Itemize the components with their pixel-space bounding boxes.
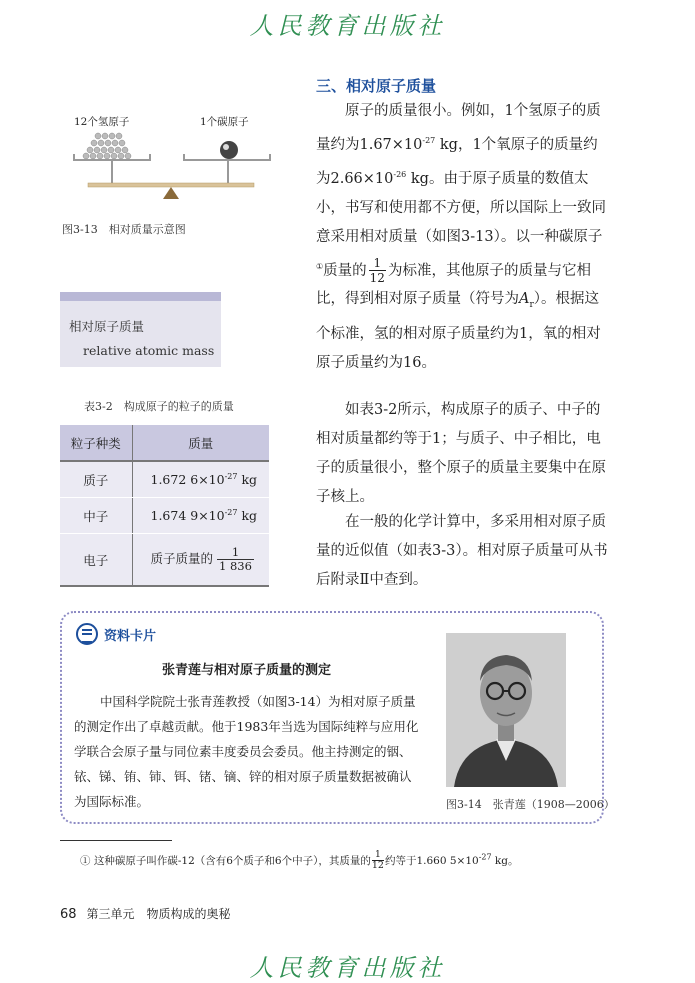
- table-header-particle: 粒子种类: [60, 425, 132, 461]
- one-twelfth-fraction: $\frac{1}{12}$: [369, 255, 385, 285]
- info-card-icon: [76, 623, 98, 645]
- paragraph-1: 原子的质量很小。例如，1个氢原子的质量约为$1.67\times 10^{-27}$ kg，1个氧原子的质量约为$2.66\times 10^{-26}$ kg。由于原子质量的数值太小，书写和使用都不方便，所以国际上一致同意采用相对质量（如图3-13）。以一种碳原子①质量的 $\frac{1}{12}$ 为标准，其他原子的质量与它相比，得到相对原子质量（符号为$A_r$）。根据这个标准，氢的相对原子质量约为1，氧的相对原子质量约为16。: [316, 103, 606, 372]
- page-number: 68: [60, 907, 77, 922]
- card-body: 中国科学院院士张青莲教授（如图3-14）为相对原子质量的测定作出了卓越贡献。他于1983年当选为国际纯粹与应用化学联合会原子量与同位素丰度委员会委员。他主持测定的铟、铱、锑、铕、铈、铒、锗、镝、锌的相对原子质量数据被确认为国际标准。: [74, 694, 419, 809]
- paragraph-2: 如表3-2所示，构成原子的质子、中子的相对质量都约等于1；与质子、中子相比，电子的质量很小，整个原子的质量主要集中在原子核上。: [316, 402, 606, 505]
- term-box: [60, 292, 221, 367]
- card-title: 张青莲与相对原子质量的测定: [162, 663, 332, 678]
- chapter-title: 第三单元 物质构成的奥秘: [86, 907, 231, 921]
- table-caption: 表3-2 构成原子的粒子的质量: [84, 400, 234, 413]
- portrait-photo: [446, 633, 566, 787]
- footnote-marker: ①: [316, 261, 324, 271]
- footnote-fraction: $\frac{1}{12}$: [371, 849, 384, 872]
- term-en: relative atomic mass: [83, 343, 215, 358]
- figure-caption: 图3-13 相对质量示意图: [62, 223, 186, 236]
- portrait-icon: [446, 633, 566, 787]
- figure-label-hydrogen: 12个氢原子: [74, 116, 130, 128]
- electron-mass-fraction: $\frac{1}{1 836}$: [219, 544, 252, 574]
- table-row: [60, 461, 269, 497]
- card-header: [76, 623, 156, 645]
- figure-label-carbon: 1个碳原子: [200, 116, 249, 128]
- section-title: 三、相对原子质量: [316, 77, 437, 95]
- table-cell-mass: 质子质量的 $\frac{1}{1 836}$: [132, 534, 269, 586]
- table-cell-particle: 中子: [60, 497, 132, 533]
- table-cell-particle: 质子: [60, 461, 132, 497]
- publisher-watermark-top: 人民教育出版社: [249, 12, 446, 40]
- relative-mass-balance-figure: [60, 110, 290, 210]
- table-cell-particle: 电子: [60, 534, 132, 586]
- footnote: ① 这种碳原子叫作碳-12（含有6个质子和6个中子），其质量的 $\frac{1}{12}$约等于1.660 $5\times 10^{-27}$ kg。: [80, 849, 519, 872]
- term-zh: 相对原子质量: [69, 319, 145, 334]
- table-cell-mass: 1.674 $9\times 10^{-27}$ kg: [132, 497, 269, 533]
- table-row: [60, 497, 269, 533]
- footnote-divider: [60, 840, 172, 841]
- info-card: [60, 611, 615, 824]
- paragraph-3: 在一般的化学计算中，多采用相对原子质量的近似值（如表3-3）。相对原子质量可从书后附录Ⅱ中查到。: [316, 514, 608, 588]
- table-row: [60, 534, 269, 586]
- card-label: 资料卡片: [104, 628, 157, 644]
- table-header-mass: 质量: [132, 425, 269, 461]
- page-footer: [60, 905, 231, 922]
- table-cell-mass: 1.672 $6\times 10^{-27}$ kg: [132, 461, 269, 497]
- publisher-watermark-bottom: 人民教育出版社: [249, 954, 446, 982]
- photo-caption: 图3-14 张青莲（1908—2006）: [446, 798, 615, 811]
- table-header-row: [60, 425, 269, 461]
- particle-mass-table: [60, 425, 269, 587]
